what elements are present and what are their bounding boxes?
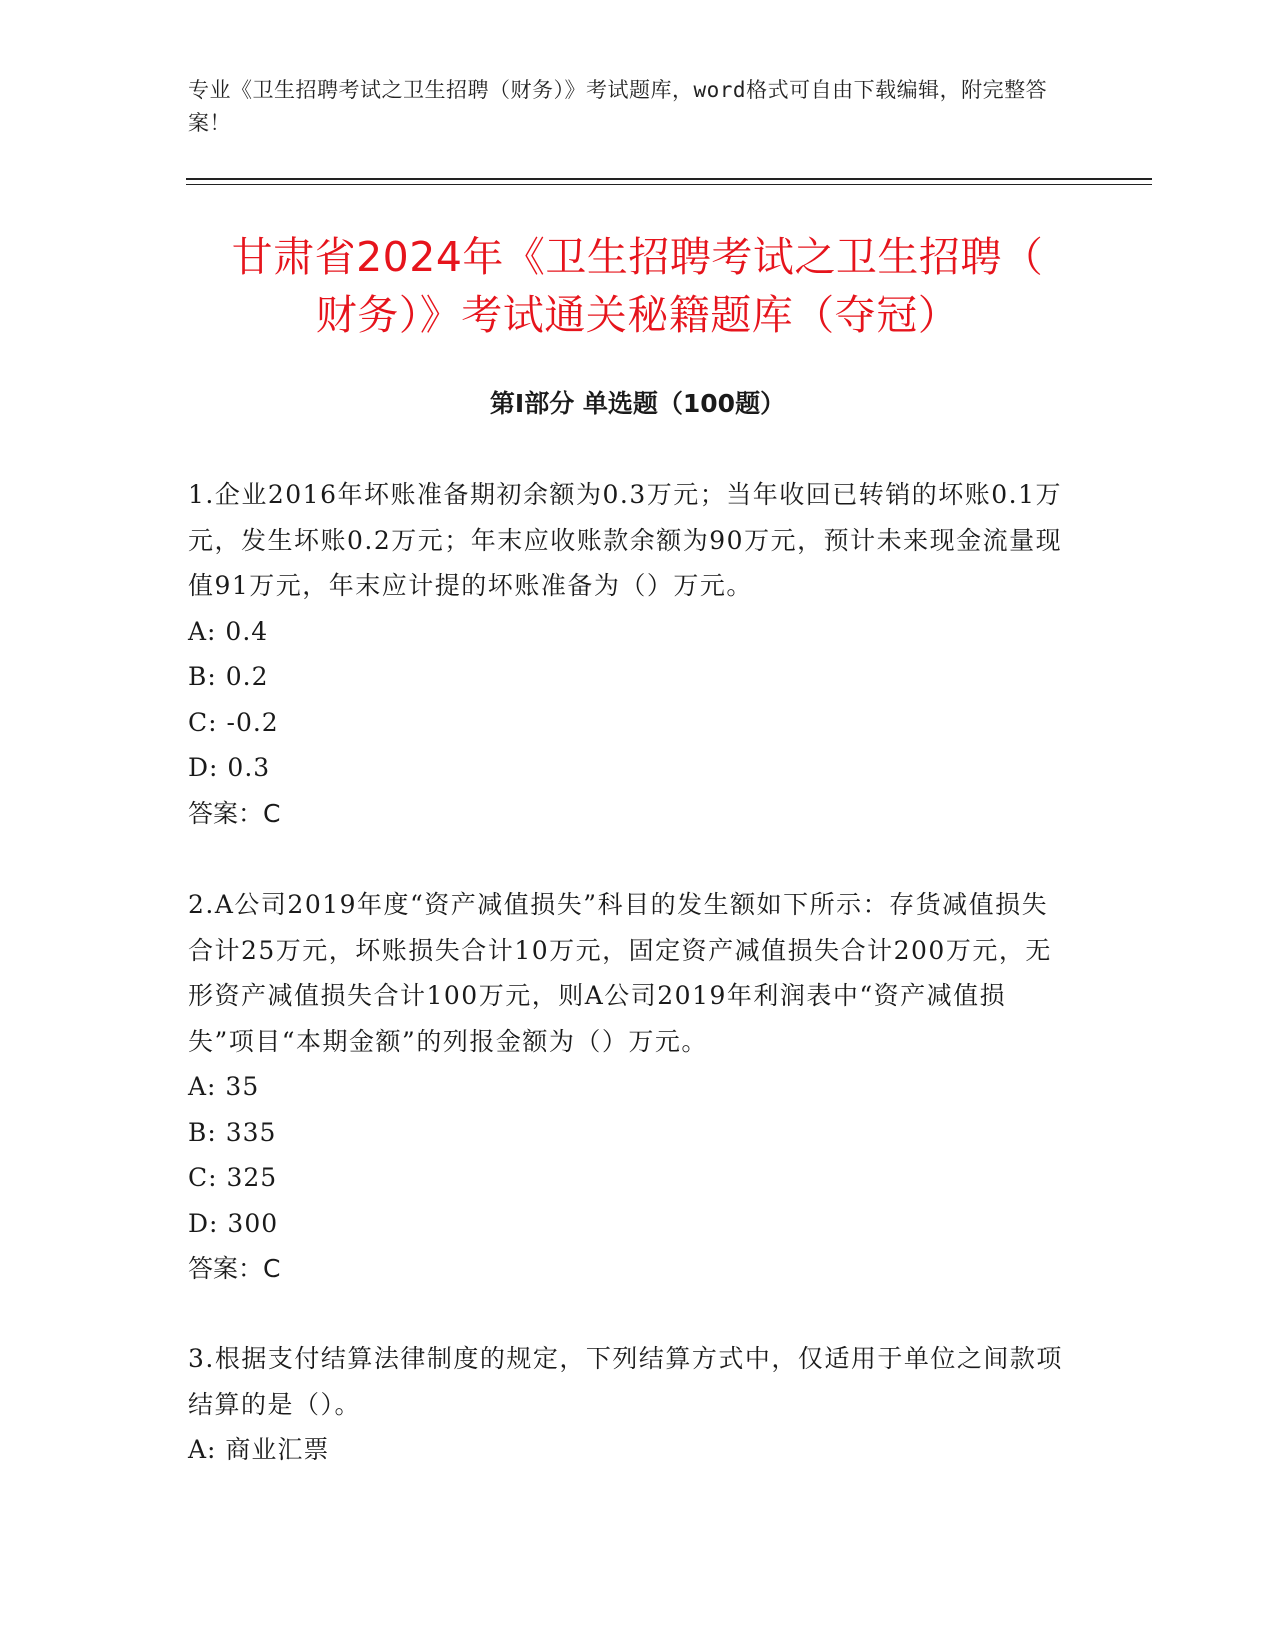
option-a: A: 商业汇票 bbox=[188, 1435, 330, 1464]
option-c: C: -0.2 bbox=[188, 707, 279, 737]
header-note: 专业《卫生招聘考试之卫生招聘（财务）》考试题库，word格式可自由下载编辑，附完整答案！ bbox=[188, 78, 1048, 135]
section-heading: 第Ⅰ部分 单选题（100题） bbox=[489, 389, 786, 418]
option-c: C: 325 bbox=[188, 1163, 278, 1192]
question-1 bbox=[188, 472, 1068, 836]
option-b: B: 0.2 bbox=[188, 662, 269, 691]
option-d: D: 0.3 bbox=[188, 753, 271, 782]
option-a: A: 0.4 bbox=[188, 616, 269, 646]
option-b: B: 335 bbox=[188, 1117, 277, 1147]
header-rule-thin bbox=[186, 184, 1152, 185]
question-stem: 1.企业2016年坏账准备期初余额为0.3万元；当年收回已转销的坏账0.1万元，发生坏账0.2万元；年末应收账款余额为90万元，预计未来现金流量现值91万元，年末应计提的坏账准备为（）万元。 bbox=[188, 480, 1063, 600]
question-2 bbox=[188, 882, 1068, 1292]
document-title bbox=[150, 228, 1125, 344]
header-rule-thick bbox=[186, 178, 1152, 180]
option-d: D: 300 bbox=[188, 1208, 279, 1238]
title-line-1: 甘肃省2024年《卫生招聘考试之卫生招聘（ bbox=[231, 233, 1044, 281]
title-line-2: 财务）》考试通关秘籍题库（夺冠） bbox=[315, 291, 960, 339]
question-3 bbox=[188, 1336, 1068, 1473]
question-stem: 3.根据支付结算法律制度的规定，下列结算方式中，仅适用于单位之间款项结算的是（）。 bbox=[188, 1344, 1063, 1419]
question-stem: 2.A公司2019年度“资产减值损失”科目的发生额如下所示：存货减值损失合计25万元，坏账损失合计10万元，固定资产减值损失合计200万元，无形资产减值损失合计100万元，则A公司2019年利润表中“资产减值损失”项目“本期金额”的列报金额为（）万元。 bbox=[188, 890, 1052, 1056]
answer: 答案：C bbox=[188, 798, 281, 828]
answer: 答案：C bbox=[188, 1254, 281, 1283]
option-a: A: 35 bbox=[188, 1072, 260, 1101]
